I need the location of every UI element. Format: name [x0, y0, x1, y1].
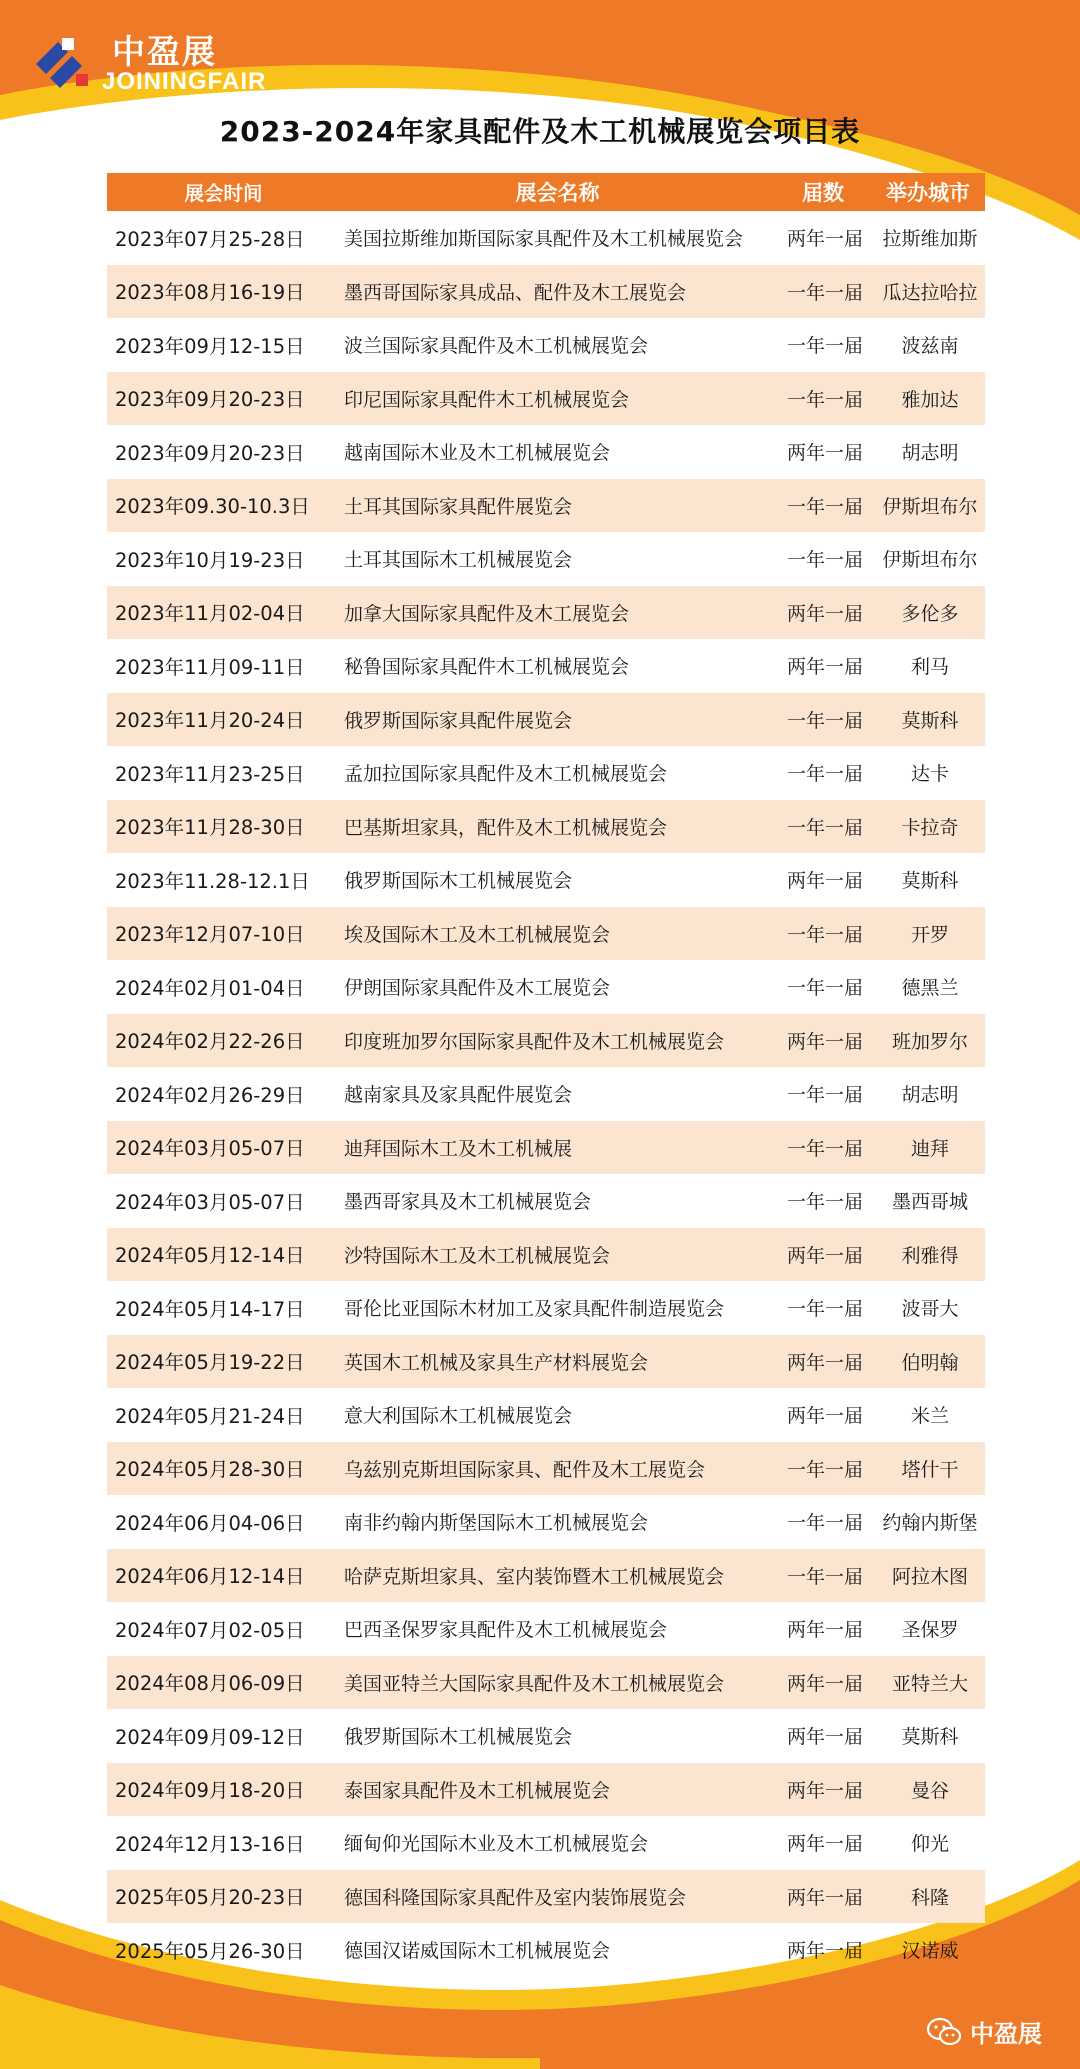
table-row: [107, 1870, 985, 1924]
cell-date: 2023年11月28-30日: [115, 816, 305, 840]
table-row: [107, 1174, 985, 1228]
cell-date: 2024年09月18-20日: [115, 1779, 305, 1803]
cell-date: 2023年11月09-11日: [115, 655, 305, 679]
cell-date: 2023年11月20-24日: [115, 709, 305, 733]
cell-frequency: 两年一届: [786, 602, 863, 625]
cell-name: 埃及国际木工及木工机械展览会: [344, 923, 611, 946]
cell-name: 巴西圣保罗家具配件及木工机械展览会: [344, 1619, 668, 1642]
cell-date: 2023年09月12-15日: [115, 334, 305, 358]
table-row: [107, 586, 985, 640]
cell-city: 胡志明: [901, 1084, 959, 1107]
table-row: [107, 318, 985, 372]
table-row: [107, 1816, 985, 1870]
cell-date: 2023年10月19-23日: [115, 548, 305, 572]
table-row: [107, 1656, 985, 1710]
cell-frequency: 两年一届: [786, 1672, 863, 1695]
cell-city: 约翰内斯堡: [882, 1512, 978, 1535]
cell-date: 2024年09月09-12日: [115, 1725, 305, 1749]
cell-city: 科隆: [910, 1886, 949, 1909]
cell-date: 2024年05月21-24日: [115, 1404, 305, 1428]
table-row: [107, 639, 985, 693]
cell-date: 2023年08月16-19日: [115, 281, 305, 305]
cell-city: 亚特兰大: [891, 1672, 968, 1695]
cell-city: 莫斯科: [901, 870, 959, 893]
cell-city: 胡志明: [901, 442, 959, 465]
cell-frequency: 一年一届: [786, 1084, 863, 1107]
cell-name: 越南国际木业及木工机械展览会: [344, 442, 611, 465]
header-city: 举办城市: [886, 181, 970, 205]
cell-city: 班加罗尔: [891, 1030, 968, 1053]
cell-city: 汉诺威: [901, 1940, 959, 1963]
table-row: [107, 425, 985, 479]
cell-date: 2024年02月01-04日: [115, 976, 305, 1000]
cell-city: 塔什干: [901, 1458, 959, 1481]
cell-frequency: 一年一届: [786, 923, 863, 946]
table-row: [107, 907, 985, 961]
table-row: [107, 1281, 985, 1335]
table-row: [107, 211, 985, 265]
brand-name-en: JOININGFAIR: [102, 68, 267, 95]
cell-frequency: 一年一届: [786, 1512, 863, 1535]
table-row: [107, 1067, 985, 1121]
cell-name: 俄罗斯国际木工机械展览会: [344, 870, 573, 893]
table-row: [107, 1763, 985, 1817]
cell-city: 仰光: [910, 1833, 949, 1856]
cell-city: 利雅得: [901, 1244, 959, 1267]
cell-city: 伊斯坦布尔: [882, 495, 978, 518]
cell-date: 2023年11月02-04日: [115, 602, 305, 626]
header-date: 展会时间: [184, 182, 263, 205]
cell-name: 波兰国际家具配件及木工机械展览会: [344, 335, 649, 358]
cell-date: 2025年05月26-30日: [115, 1939, 305, 1963]
cell-name: 美国亚特兰大国际家具配件及木工机械展览会: [344, 1672, 725, 1695]
cell-frequency: 两年一届: [786, 228, 863, 251]
cell-frequency: 两年一届: [786, 1726, 863, 1749]
cell-date: 2024年05月12-14日: [115, 1244, 305, 1268]
brand-name-cn: 中盈展: [112, 32, 217, 71]
cell-frequency: 两年一届: [786, 1030, 863, 1053]
cell-frequency: 两年一届: [786, 1619, 863, 1642]
table-row: [107, 265, 985, 319]
cell-date: 2024年12月13-16日: [115, 1832, 305, 1856]
cell-date: 2025年05月20-23日: [115, 1886, 305, 1910]
header-frequency: 届数: [802, 181, 844, 205]
cell-name: 英国木工机械及家具生产材料展览会: [344, 1351, 649, 1374]
cell-frequency: 两年一届: [786, 1779, 863, 1802]
table-row: [107, 1335, 985, 1389]
cell-city: 达卡: [910, 763, 949, 786]
cell-name: 巴基斯坦家具，配件及木工机械展览会: [344, 816, 668, 839]
cell-name: 美国拉斯维加斯国际家具配件及木工机械展览会: [344, 228, 744, 251]
cell-name: 俄罗斯国际家具配件展览会: [344, 709, 573, 732]
cell-date: 2024年02月26-29日: [115, 1083, 305, 1107]
joiningfair-logo-mark-icon: [28, 28, 98, 98]
wechat-icon: [926, 2017, 962, 2047]
cell-city: 伯明翰: [901, 1351, 959, 1374]
cell-frequency: 一年一届: [786, 977, 863, 1000]
cell-name: 哈萨克斯坦家具、室内装饰暨木工机械展览会: [344, 1565, 725, 1588]
page-title: 2023-2024年家具配件及木工机械展览会项目表: [219, 115, 861, 148]
cell-name: 墨西哥家具及木工机械展览会: [344, 1191, 592, 1214]
table-row: [107, 800, 985, 854]
cell-date: 2024年07月02-05日: [115, 1618, 305, 1642]
table-row: [107, 1014, 985, 1068]
cell-city: 德黑兰: [901, 977, 959, 1000]
cell-date: 2024年05月14-17日: [115, 1297, 305, 1321]
cell-name: 孟加拉国际家具配件及木工机械展览会: [344, 763, 668, 786]
cell-date: 2024年02月22-26日: [115, 1030, 305, 1054]
cell-frequency: 一年一届: [786, 388, 863, 411]
cell-frequency: 一年一届: [786, 281, 863, 304]
table-row: [107, 1602, 985, 1656]
cell-name: 沙特国际木工及木工机械展览会: [344, 1244, 611, 1267]
table-row: [107, 1709, 985, 1763]
cell-date: 2023年11.28-12.1日: [115, 869, 310, 893]
table-body: [107, 211, 985, 1977]
cell-frequency: 一年一届: [786, 335, 863, 358]
cell-city: 雅加达: [901, 388, 959, 411]
cell-name: 南非约翰内斯堡国际木工机械展览会: [344, 1512, 649, 1535]
cell-name: 德国汉诺威国际木工机械展览会: [344, 1940, 611, 1963]
table-row: [107, 372, 985, 426]
table-row: [107, 479, 985, 533]
cell-name: 加拿大国际家具配件及木工展览会: [344, 602, 630, 625]
cell-name: 意大利国际木工机械展览会: [344, 1405, 573, 1428]
cell-frequency: 一年一届: [786, 1137, 863, 1160]
cell-city: 多伦多: [901, 602, 959, 625]
cell-frequency: 一年一届: [786, 549, 863, 572]
table-row: [107, 532, 985, 586]
cell-frequency: 两年一届: [786, 1940, 863, 1963]
cell-frequency: 一年一届: [786, 763, 863, 786]
cell-frequency: 两年一届: [786, 1886, 863, 1909]
watermark-text: 中盈展: [970, 2020, 1042, 2048]
cell-name: 土耳其国际家具配件展览会: [344, 495, 573, 518]
cell-city: 曼谷: [910, 1779, 949, 1802]
cell-city: 莫斯科: [901, 709, 959, 732]
cell-frequency: 一年一届: [786, 1298, 863, 1321]
cell-name: 伊朗国际家具配件及木工展览会: [344, 977, 611, 1000]
cell-frequency: 两年一届: [786, 1405, 863, 1428]
cell-frequency: 一年一届: [786, 1191, 863, 1214]
cell-city: 莫斯科: [901, 1726, 959, 1749]
table-row: [107, 746, 985, 800]
table-row: [107, 1442, 985, 1496]
cell-name: 乌兹别克斯坦国际家具、配件及木工展览会: [344, 1458, 706, 1481]
cell-date: 2024年03月05-07日: [115, 1190, 305, 1214]
cell-city: 瓜达拉哈拉: [882, 281, 978, 304]
cell-name: 越南家具及家具配件展览会: [344, 1084, 573, 1107]
table-row: [107, 1121, 985, 1175]
table-header: [107, 173, 985, 211]
cell-name: 德国科隆国际家具配件及室内装饰展览会: [344, 1886, 687, 1909]
table-row: [107, 1228, 985, 1282]
cell-city: 迪拜: [910, 1137, 949, 1160]
cell-name: 印度班加罗尔国际家具配件及木工机械展览会: [344, 1030, 725, 1053]
cell-date: 2023年12月07-10日: [115, 923, 305, 947]
cell-date: 2023年11月23-25日: [115, 762, 305, 786]
wechat-watermark: [926, 2014, 1042, 2049]
cell-name: 俄罗斯国际木工机械展览会: [344, 1726, 573, 1749]
cell-date: 2024年05月19-22日: [115, 1351, 305, 1375]
cell-city: 圣保罗: [901, 1619, 959, 1642]
cell-name: 秘鲁国际家具配件木工机械展览会: [344, 656, 630, 679]
table-row: [107, 1388, 985, 1442]
cell-city: 伊斯坦布尔: [882, 549, 978, 572]
cell-name: 哥伦比亚国际木材加工及家具配件制造展览会: [344, 1298, 725, 1321]
cell-date: 2023年09月20-23日: [115, 388, 305, 412]
cell-frequency: 一年一届: [786, 816, 863, 839]
cell-name: 泰国家具配件及木工机械展览会: [344, 1779, 611, 1802]
table-row: [107, 960, 985, 1014]
table-row: [107, 1549, 985, 1603]
cell-city: 拉斯维加斯: [882, 228, 978, 251]
cell-city: 开罗: [910, 923, 949, 946]
cell-city: 卡拉奇: [901, 816, 959, 839]
brand-logo: [28, 22, 268, 102]
cell-date: 2023年09.30-10.3日: [115, 495, 310, 519]
cell-name: 墨西哥国际家具成品、配件及木工展览会: [344, 281, 687, 304]
cell-frequency: 两年一届: [786, 1244, 863, 1267]
cell-city: 波兹南: [901, 335, 959, 358]
cell-name: 迪拜国际木工及木工机械展: [344, 1137, 573, 1160]
cell-name: 印尼国际家具配件木工机械展览会: [344, 388, 630, 411]
cell-frequency: 一年一届: [786, 1458, 863, 1481]
cell-city: 墨西哥城: [891, 1191, 968, 1214]
exhibition-table: [107, 173, 985, 1977]
cell-frequency: 两年一届: [786, 442, 863, 465]
cell-date: 2024年03月05-07日: [115, 1137, 305, 1161]
cell-date: 2023年07月25-28日: [115, 227, 305, 251]
table-row: [107, 693, 985, 747]
cell-frequency: 两年一届: [786, 1351, 863, 1374]
cell-city: 利马: [910, 656, 949, 679]
cell-frequency: 一年一届: [786, 495, 863, 518]
cell-city: 波哥大: [901, 1298, 959, 1321]
cell-date: 2024年08月06-09日: [115, 1672, 305, 1696]
table-row: [107, 1923, 985, 1977]
cell-frequency: 两年一届: [786, 656, 863, 679]
cell-name: 缅甸仰光国际木业及木工机械展览会: [344, 1833, 649, 1856]
cell-date: 2024年06月12-14日: [115, 1565, 305, 1589]
cell-date: 2023年09月20-23日: [115, 441, 305, 465]
cell-frequency: 两年一届: [786, 1833, 863, 1856]
cell-frequency: 一年一届: [786, 709, 863, 732]
table-row: [107, 1495, 985, 1549]
cell-city: 米兰: [910, 1405, 949, 1428]
cell-frequency: 两年一届: [786, 870, 863, 893]
cell-name: 土耳其国际木工机械展览会: [344, 549, 573, 572]
cell-city: 阿拉木图: [891, 1565, 968, 1588]
table-row: [107, 853, 985, 907]
cell-date: 2024年06月04-06日: [115, 1511, 305, 1535]
cell-frequency: 一年一届: [786, 1565, 863, 1588]
header-name: 展会名称: [515, 181, 600, 205]
cell-date: 2024年05月28-30日: [115, 1458, 305, 1482]
